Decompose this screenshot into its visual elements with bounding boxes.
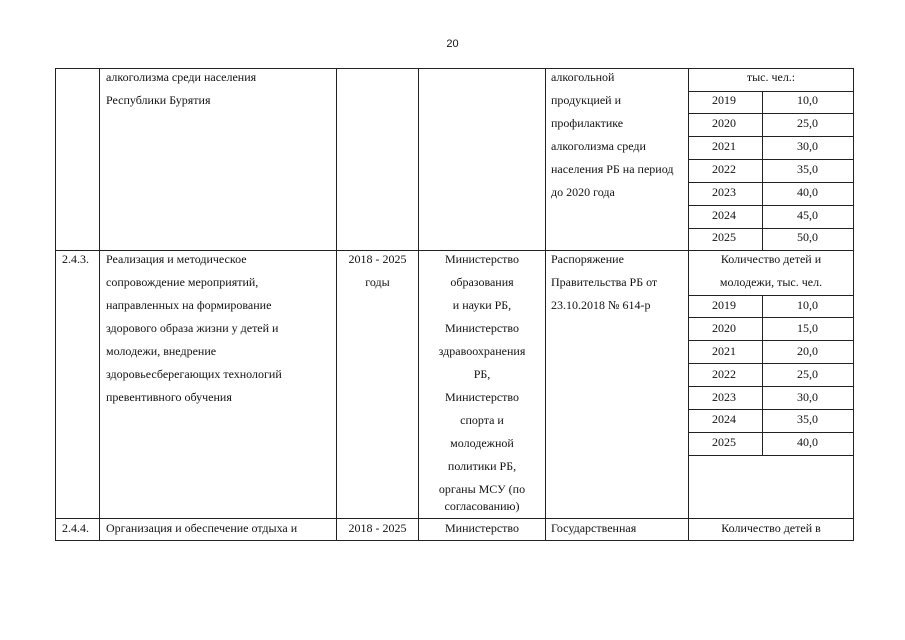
value-row-divider	[688, 113, 854, 114]
year-cell: 2024	[712, 412, 736, 426]
value-cell: 30,0	[797, 390, 818, 404]
column-divider	[99, 68, 100, 541]
source-line: до 2020 года	[551, 185, 615, 199]
year-cell: 2020	[712, 116, 736, 130]
column-divider	[688, 68, 689, 541]
value-cell: 35,0	[797, 162, 818, 176]
measure-line: Реализация и методическое	[106, 252, 247, 266]
measure-line: алкоголизма среди населения	[106, 70, 257, 84]
value-row-divider	[688, 136, 854, 137]
value-row-divider	[688, 409, 854, 410]
table-border	[55, 68, 854, 69]
year-cell: 2022	[712, 367, 736, 381]
value-column-divider	[762, 91, 763, 250]
value-row-divider	[688, 205, 854, 206]
source-line: населения РБ на период	[551, 162, 674, 176]
value-row-divider	[688, 159, 854, 160]
measure-line: здоровьесберегающих технологий	[106, 367, 282, 381]
value-cell: 20,0	[797, 344, 818, 358]
year-cell: 2025	[712, 435, 736, 449]
measure-line: молодежи, внедрение	[106, 344, 217, 358]
year-cell: 2023	[712, 390, 736, 404]
indicator-line: тыс. чел.:	[746, 70, 796, 84]
value-row-divider	[688, 295, 854, 296]
measure-line: Организация и обеспечение отдыха и	[106, 521, 298, 535]
value-row-divider	[688, 432, 854, 433]
source-line: алкоголизма среди	[551, 139, 646, 153]
column-divider	[55, 68, 56, 541]
source-line: Правительства РБ от	[551, 275, 658, 289]
period-line: 2018 - 2025	[348, 521, 407, 535]
value-cell: 30,0	[797, 139, 818, 153]
column-divider	[545, 68, 546, 541]
period-line: 2018 - 2025	[348, 252, 407, 266]
value-cell: 35,0	[797, 412, 818, 426]
row-id: 2.4.3.	[62, 252, 89, 266]
value-row-divider	[688, 317, 854, 318]
period-line: годы	[365, 275, 390, 289]
measure-line: здорового образа жизни у детей и	[106, 321, 279, 335]
executor-line: и науки РБ,	[452, 298, 512, 312]
measure-line: Республики Бурятия	[106, 93, 211, 107]
value-cell: 40,0	[797, 185, 818, 199]
row-divider	[55, 250, 854, 251]
value-cell: 45,0	[797, 208, 818, 222]
source-line: Распоряжение	[551, 252, 624, 266]
source-line: алкогольной	[551, 70, 615, 84]
measure-line: превентивного обучения	[106, 390, 232, 404]
value-cell: 40,0	[797, 435, 818, 449]
year-cell: 2021	[712, 344, 736, 358]
value-row-divider	[688, 386, 854, 387]
value-row-divider	[688, 182, 854, 183]
executor-line: органы МСУ (по	[438, 482, 526, 496]
executor-line: Министерство	[445, 390, 519, 404]
measure-line: направленных на формирование	[106, 298, 272, 312]
value-cell: 15,0	[797, 321, 818, 335]
year-cell: 2025	[712, 230, 736, 244]
source-line: 23.10.2018 № 614-р	[551, 298, 651, 312]
value-cell: 10,0	[797, 298, 818, 312]
executor-line: молодежной	[450, 436, 514, 450]
executor-line: согласованию)	[444, 499, 520, 513]
year-cell: 2023	[712, 185, 736, 199]
measure-line: сопровождение мероприятий,	[106, 275, 259, 289]
source-line: продукцией и	[551, 93, 622, 107]
row-id: 2.4.4.	[62, 521, 89, 535]
indicator-line: Количество детей и	[720, 252, 822, 266]
source-line: профилактике	[551, 116, 624, 130]
value-row-divider	[688, 91, 854, 92]
executor-line: политики РБ,	[447, 459, 517, 473]
table-border	[853, 68, 854, 541]
year-cell: 2020	[712, 321, 736, 335]
source-line: Государственная	[551, 521, 637, 535]
value-row-divider	[688, 340, 854, 341]
year-cell: 2022	[712, 162, 736, 176]
value-column-divider	[762, 295, 763, 455]
page-number: 20	[446, 38, 459, 50]
value-cell: 50,0	[797, 230, 818, 244]
indicator-line: молодежи, тыс. чел.	[719, 275, 823, 289]
executor-line: спорта и	[460, 413, 504, 427]
executor-line: Министерство	[445, 252, 519, 266]
value-cell: 10,0	[797, 93, 818, 107]
executor-line: Министерство	[445, 521, 519, 535]
row-divider	[55, 518, 854, 519]
column-divider	[336, 68, 337, 541]
year-cell: 2024	[712, 208, 736, 222]
value-row-divider	[688, 228, 854, 229]
year-cell: 2019	[712, 298, 736, 312]
table-border	[55, 540, 854, 541]
value-row-divider	[688, 363, 854, 364]
indicator-line: Количество детей в	[721, 521, 821, 535]
value-cell: 25,0	[797, 367, 818, 381]
executor-line: образования	[450, 275, 514, 289]
year-cell: 2019	[712, 93, 736, 107]
value-cell: 25,0	[797, 116, 818, 130]
value-row-divider	[688, 455, 854, 456]
year-cell: 2021	[712, 139, 736, 153]
executor-line: РБ,	[473, 367, 491, 381]
executor-line: Министерство	[445, 321, 519, 335]
executor-line: здравоохранения	[438, 344, 526, 358]
